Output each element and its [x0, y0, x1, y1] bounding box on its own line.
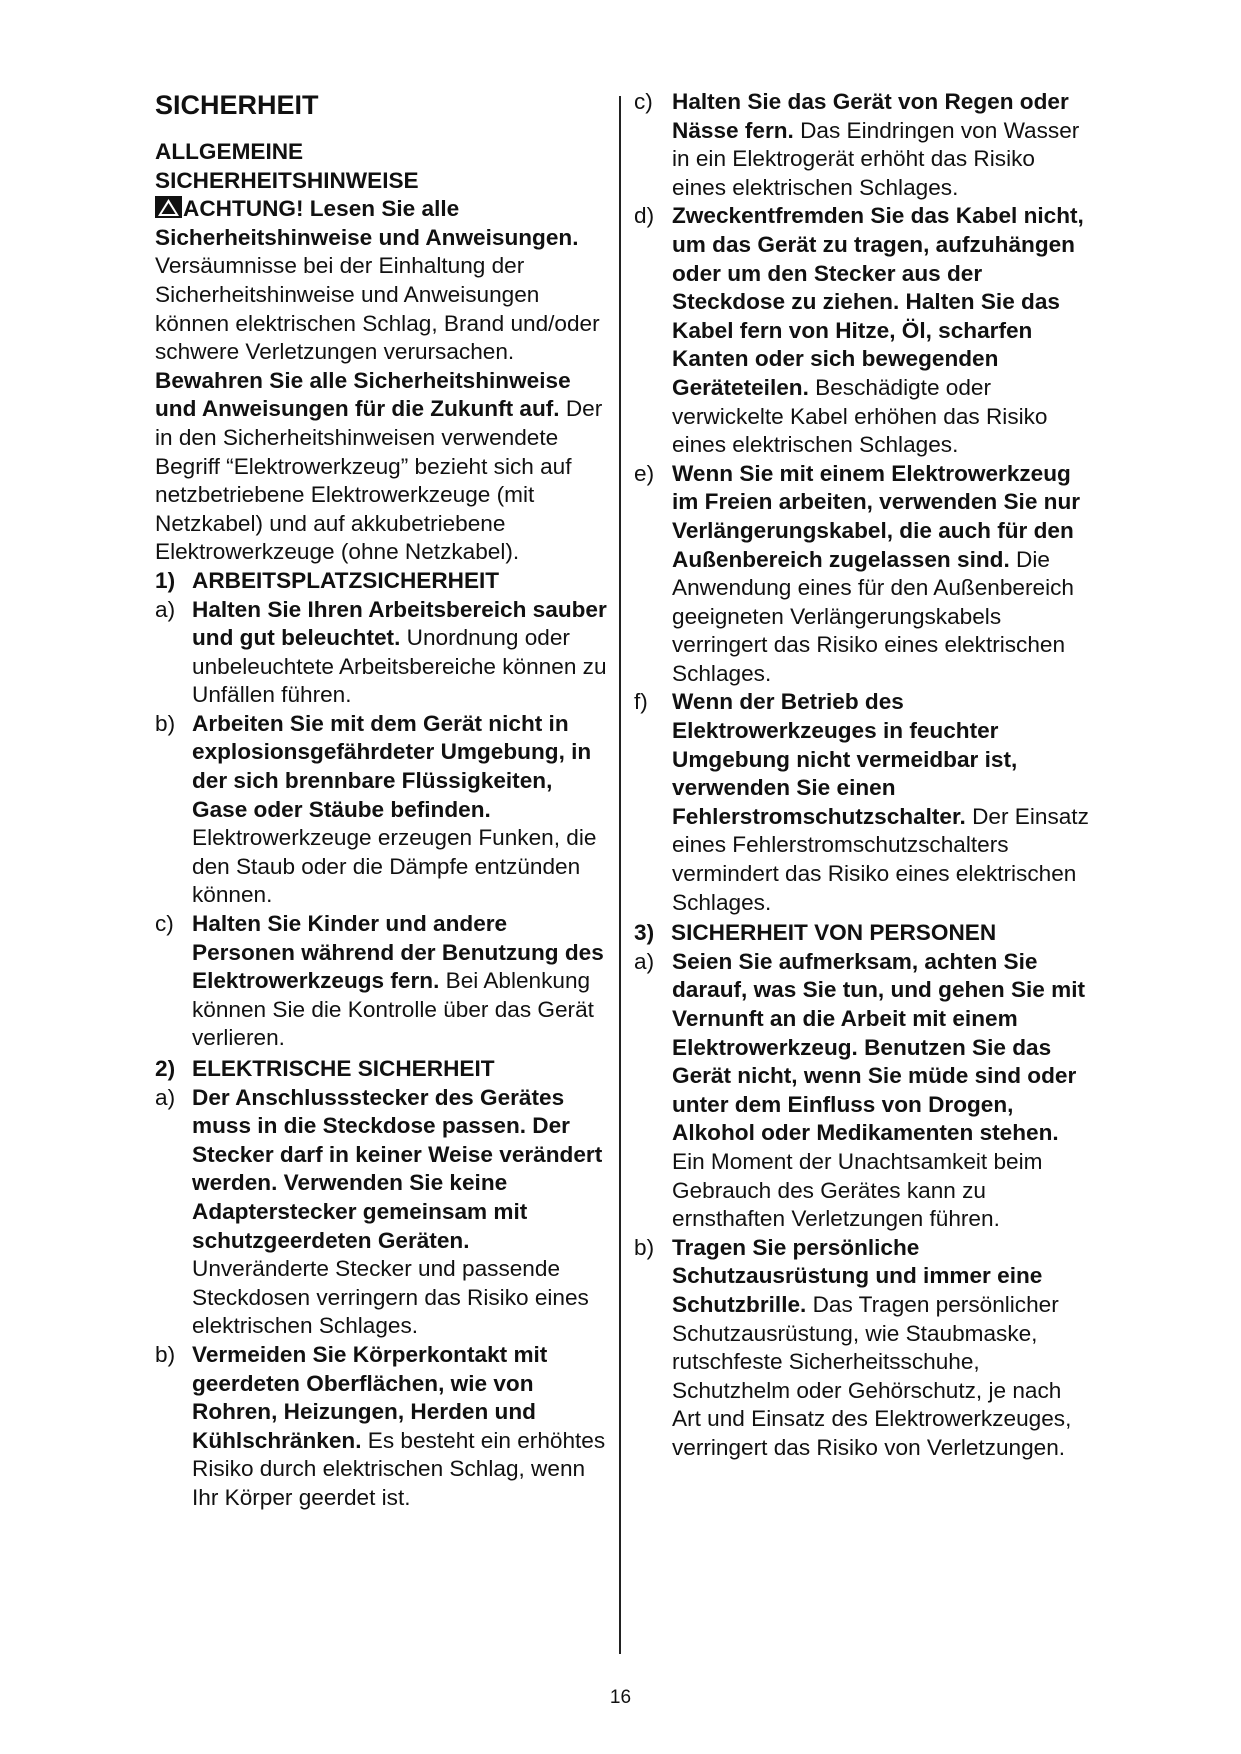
section-number: 2): [155, 1056, 176, 1081]
item-label: f): [634, 689, 648, 715]
section-title: SICHERHEIT VON PERSONEN: [671, 920, 997, 946]
list-item: [155, 710, 607, 910]
section-title: ELEKTRISCHE SICHERHEIT: [192, 1056, 495, 1081]
item-text: Die Anwendung eines für den Außenbereich geeigneten Verlängerungskabels verringert das Risiko eines elektrischen Schlages.: [672, 546, 1074, 686]
item-label: c): [155, 911, 174, 937]
item-label: a): [155, 1084, 176, 1110]
item-text: Ein Moment der Unachtsamkeit beim Gebrauch des Gerätes kann zu ernsthaften Verletzungen führen.: [672, 1148, 1043, 1232]
item-text: Es besteht ein erhöhtes Risiko durch elektrischen Schlag, wenn Ihr Körper geerdet ist.: [192, 1427, 606, 1510]
item-lead: Seien Sie aufmerksam, achten Sie darauf, was Sie tun, und gehen Sie mit Vernunft an die Arbeit mit einem Elektrowerkzeug. Benutzen Sie das Gerät nicht, wenn Sie müde sind oder unter dem Einfluss von Drogen, Alkohol oder Medikamenten stehen.: [672, 948, 1086, 1146]
item-label: c): [634, 89, 653, 114]
item-label: a): [634, 948, 655, 974]
subtitle: [155, 138, 607, 195]
section-number: 3): [634, 920, 655, 946]
column-divider: [619, 96, 621, 1654]
list-item: [634, 88, 1094, 202]
item-text: Elektrowerkzeuge erzeugen Funken, die den Staub oder die Dämpfe entzünden können.: [192, 825, 597, 908]
item-label: a): [155, 596, 176, 622]
item-text: Der Einsatz eines Fehlerstromschutzschalters vermindert das Risiko eines elektrischen Schlages.: [672, 803, 1089, 915]
item-text: Beschädigte oder verwickelte Kabel erhöhen das Risiko eines elektrischen Schlages.: [672, 374, 1048, 458]
item-text: Unveränderte Stecker und passende Steckdosen verringern das Risiko eines elektrischen Schlages.: [192, 1256, 589, 1339]
subtitle-line-2: SICHERHEITSHINWEISE: [155, 167, 419, 193]
section-heading-3: [634, 919, 1094, 948]
list-item: [634, 1234, 1094, 1463]
item-lead: Halten Sie Ihren Arbeitsbereich sauber und gut beleuchtet.: [192, 596, 607, 651]
item-lead: Der Anschlussstecker des Gerätes muss in die Steckdose passen. Der Stecker darf in keiner Weise verändert werden. Verwenden Sie keine Adapterstecker gemeinsam mit schutzgeerdeten Geräten.: [192, 1084, 603, 1253]
section-heading-2: [155, 1055, 607, 1084]
warning-triangle-icon: [155, 196, 182, 218]
item-label: b): [155, 710, 176, 736]
list-item: [634, 948, 1094, 1234]
list-item: [634, 460, 1094, 689]
page-number: 16: [609, 1687, 632, 1708]
item-lead: Wenn Sie mit einem Elektrowerkzeug im Freien arbeiten, verwenden Sie nur Verlängerungskabel, die auch für den Außenbereich zugelassen sind.: [672, 460, 1081, 572]
item-lead: Arbeiten Sie mit dem Gerät nicht in explosionsgefährdeter Umgebung, in der sich brennbare Flüssigkeiten, Gase oder Stäube befinden.: [192, 710, 592, 822]
item-lead: Tragen Sie persönliche Schutzausrüstung und immer eine Schutzbrille.: [672, 1234, 1043, 1317]
left-column: [155, 88, 607, 1513]
list-item: [155, 1084, 607, 1341]
item-text: Unordnung oder unbeleuchtete Arbeitsbereiche können zu Unfällen führen.: [192, 625, 607, 708]
item-lead: Zweckentfremden Sie das Kabel nicht, um das Gerät zu tragen, aufzuhängen oder um den Stecker aus der Steckdose zu ziehen. Halten Sie das Kabel fern von Hitze, Öl, scharfen Kanten oder sich bewegenden Geräteteilen.: [672, 203, 1084, 400]
item-text: Das Eindringen von Wasser in ein Elektrogerät erhöht das Risiko eines elektrischen Schlages.: [672, 117, 1080, 200]
item-lead: Halten Sie das Gerät von Regen oder Nässe fern.: [672, 89, 1069, 143]
section-heading-1: [155, 567, 607, 596]
item-label: b): [155, 1341, 176, 1367]
list-item: [155, 910, 607, 1053]
warning-text-1: Versäumnisse bei der Einhaltung der Sicherheitshinweise und Anweisungen können elektrischen Schlag, Brand und/oder schwere Verletzungen verursachen.: [155, 253, 600, 365]
list-item: [155, 1341, 607, 1513]
item-text: Das Tragen persönlicher Schutzausrüstung, wie Staubmaske, rutschfeste Sicherheitsschuhe, Schutzhelm oder Gehörschutz, je nach Art und Einsatz des Elektrowerkzeuges, verringert das Risiko von Verletzungen.: [672, 1291, 1072, 1460]
item-lead: Halten Sie Kinder und andere Personen während der Benutzung des Elektrowerkzeugs fern.: [192, 911, 604, 994]
warning-lead: ACHTUNG! Lesen Sie alle Sicherheitshinweise und Anweisungen.: [155, 196, 579, 250]
warning-text-2: Der in den Sicherheitshinweisen verwendete Begriff “Elektrowerkzeug” bezieht sich auf netzbetriebene Elektrowerkzeuge (mit Netzkabel) und auf akkubetriebene Elektrowerkzeuge (ohne Netzkabel).: [155, 396, 603, 565]
list-item: [634, 688, 1094, 917]
page-title: SICHERHEIT: [155, 90, 319, 120]
warning-bold-2: Bewahren Sie alle Sicherheitshinweise und Anweisungen für die Zukunft auf.: [155, 367, 571, 422]
subtitle-line-1: ALLGEMEINE: [155, 139, 304, 164]
list-item: [634, 202, 1094, 459]
item-lead: Wenn der Betrieb des Elektrowerkzeuges in feuchter Umgebung nicht vermeidbar ist, verwenden Sie einen Fehlerstromschutzschalter.: [672, 689, 1018, 829]
right-column: [634, 88, 1094, 1463]
item-lead: Vermeiden Sie Körperkontakt mit geerdeten Oberflächen, wie von Rohren, Heizungen, Herden und Kühlschränken.: [192, 1341, 548, 1453]
warning-paragraph: [155, 195, 607, 567]
item-label: e): [634, 460, 655, 486]
list-item: [155, 596, 607, 710]
section-title: ARBEITSPLATZSICHERHEIT: [192, 567, 500, 593]
item-text: Bei Ablenkung können Sie die Kontrolle über das Gerät verlieren.: [192, 968, 594, 1051]
item-label: d): [634, 203, 655, 229]
section-number: 1): [155, 567, 176, 593]
item-label: b): [634, 1234, 655, 1260]
